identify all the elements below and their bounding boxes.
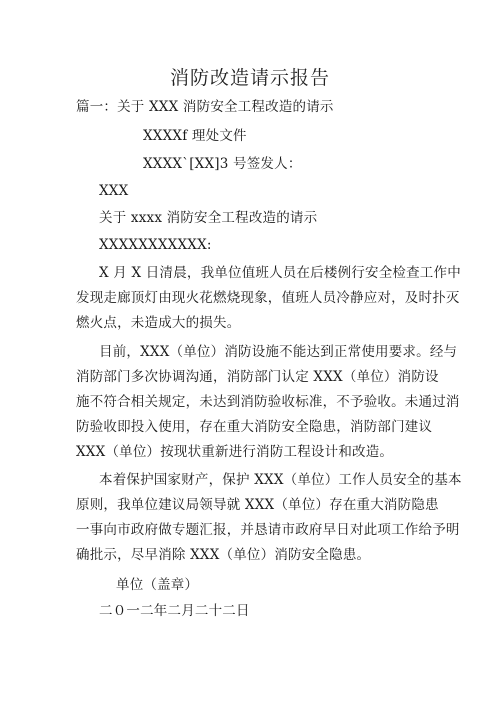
document-line: 燃火点，未造成大的损失。 — [76, 315, 241, 331]
document-date: 二０一二年二月二十二日 — [99, 603, 250, 619]
document-line: 确批示，尽早消除 XXX（单位）消防安全隐患。 — [76, 547, 371, 563]
document-line: XXXX`[XX]3 号签发人： — [143, 156, 302, 172]
document-line: 发现走廊顶灯由现火花燃烧现象，值班人员冷静应对，及时扑灭 — [76, 290, 460, 306]
document-line: 消防部门多次协调沟通，消防部门认定 XXX（单位）消防设 — [76, 369, 439, 385]
document-line: 关于 xxxx 消防安全工程改造的请示 — [99, 210, 318, 226]
document-line: 施不符合相关规定，未达到消防验收标准，不予验收。未通过消 — [76, 394, 460, 410]
document-line: 目前，XXX（单位）消防设施不能达到正常使用要求。经与 — [99, 344, 458, 360]
document-line: XXX（单位）按现状重新进行消防工程设计和改造。 — [76, 444, 394, 460]
document-line: XXXXXXXXXXX: — [99, 237, 212, 253]
document-line: 本着保护国家财产，保护 XXX（单位）工作人员安全的基本 — [99, 472, 462, 488]
document-signature-unit: 单位（盖章） — [116, 577, 199, 593]
document-line: XXX — [99, 183, 129, 199]
document-line: 原则，我单位建议局领导就 XXX（单位）存在重大消防隐患 — [76, 497, 439, 513]
document-title: 消防改造请示报告 — [169, 67, 330, 89]
document-line: 防验收即投入使用，存在重大消防安全隐患，消防部门建议 — [76, 419, 433, 435]
document-line: X 月 X 日清晨，我单位值班人员在后楼例行安全检查工作中 — [99, 265, 461, 281]
document-line: XXXXf 理处文件 — [143, 128, 247, 144]
document-line: 一事向市政府做专题汇报，并恳请市政府早日对此项工作给予明 — [76, 522, 460, 538]
document-line: 篇一：关于 XXX 消防安全工程改造的请示 — [76, 99, 334, 115]
